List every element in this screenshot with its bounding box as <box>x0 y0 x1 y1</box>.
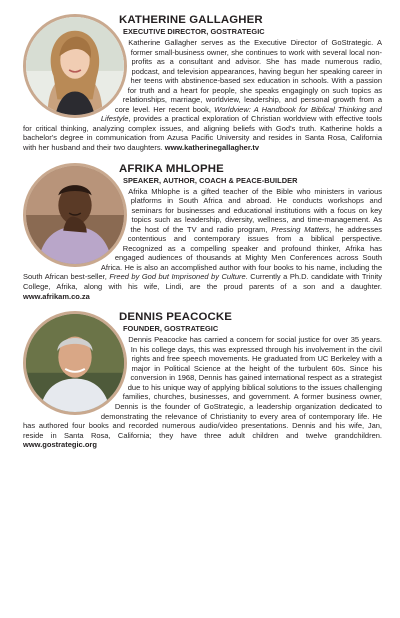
bio-katherine-gallagher <box>23 14 382 153</box>
bio-text: Katherine Gallagher serves as the Executive Director of GoStrategic. A former small-business owner, she continues to work with several local non-profits as a consultant and advisor. She has made numerous radio, podcast, and television appearances, having begun her speaking career in her teens with abstinence-based sex education in schools. With a passion for truth and a heart for people, she speaks engagingly on such topics as relationships, marriage, worldview, leadership, and personal growth from a core level. Her recent book, <box>114 38 382 114</box>
bio-text: Afrika Mhlophe is a gifted teacher of the Bible who ministers in various platforms in South Africa and abroad. He conducts workshops and seminars for businesses and educational institutions with a focus on key topics such as leadership, diversity, wellness, and time-management. As the host of the TV and radio program, <box>128 186 382 234</box>
portrait-photo <box>23 163 127 267</box>
website-link[interactable]: www.afrikam.co.za <box>23 291 90 301</box>
bio-afrika-mhlophe <box>23 163 382 302</box>
bio-text: , he addresses contentious and contemporary issues from a biblical perspective. Recognized as a compelling speaker and profound thinker, Afrika has engaged audiences of thousands at Mighty Men Conferences across South Africa. He is also an accomplished author with four books to his name, including the South African best-seller, <box>23 224 382 282</box>
portrait-photo <box>23 14 127 118</box>
program-title: Pressing Matters <box>271 224 330 234</box>
bio-text: . Currently a Ph.D. candidate with Trinity College, Afrika, along with his wife, Lindi, are the proud parents of a son and a daughter. <box>23 272 382 292</box>
speaker-name: DENNIS PEACOCKE <box>119 311 233 324</box>
bio-text: Dennis Peacocke has carried a concern for social justice for over 35 years. In his college days, this was expressed through his involvement in the civil rights and free speech movements. He graduated from UC Berkeley with a major in Political Science at the height of the turbulent 60s. Since his conversion in 1968, Dennis has gained international respect as a strategist due to his unique way of applying biblical solutions to the issues challenging families, churches, businesses, and government. A former business owner, Dennis is the founder of GoStrategic, a leadership organization dedicated to demonstrating the relevance of Christianity to every area of contemporary life. He has authored four books and recorded numerous audio/video presentations. Dennis and his wife, Jan, reside in Santa Rosa, California; they have three adult children and twelve grandchildren. <box>23 335 382 440</box>
speaker-role: EXECUTIVE DIRECTOR, GOSTRATEGIC <box>122 27 265 36</box>
website-link[interactable]: www.katherinegallagher.tv <box>164 143 260 153</box>
portrait-man-image <box>26 314 124 412</box>
portrait-photo <box>23 311 127 415</box>
speaker-name: AFRIKA MHLOPHE <box>119 162 224 175</box>
book-title: Freed by God but Imprisoned by Culture <box>109 272 246 282</box>
bio-dennis-peacocke <box>23 311 382 450</box>
website-link[interactable]: www.gostrategic.org <box>23 440 97 450</box>
portrait-man-image <box>26 166 124 264</box>
speaker-role: SPEAKER, AUTHOR, COACH & PEACE-BUILDER <box>122 175 298 185</box>
bio-text: , provides a practical exploration of Christian worldview with effective tools for critical thinking, analyzing complex issues, and aligning beliefs with God's truth. Katherine holds a bachelor's degree in communication from Azusa Pacific University and resides in Santa Rosa, California with her husband and their two daughters. <box>23 114 382 153</box>
speaker-role: FOUNDER, GOSTRATEGIC <box>122 324 219 334</box>
speaker-name: KATHERINE GALLAGHER <box>119 14 263 26</box>
portrait-woman-image <box>26 17 124 115</box>
book-title: Worldview: A Handbook for Biblical Thinking and Lifestyle <box>100 104 382 124</box>
